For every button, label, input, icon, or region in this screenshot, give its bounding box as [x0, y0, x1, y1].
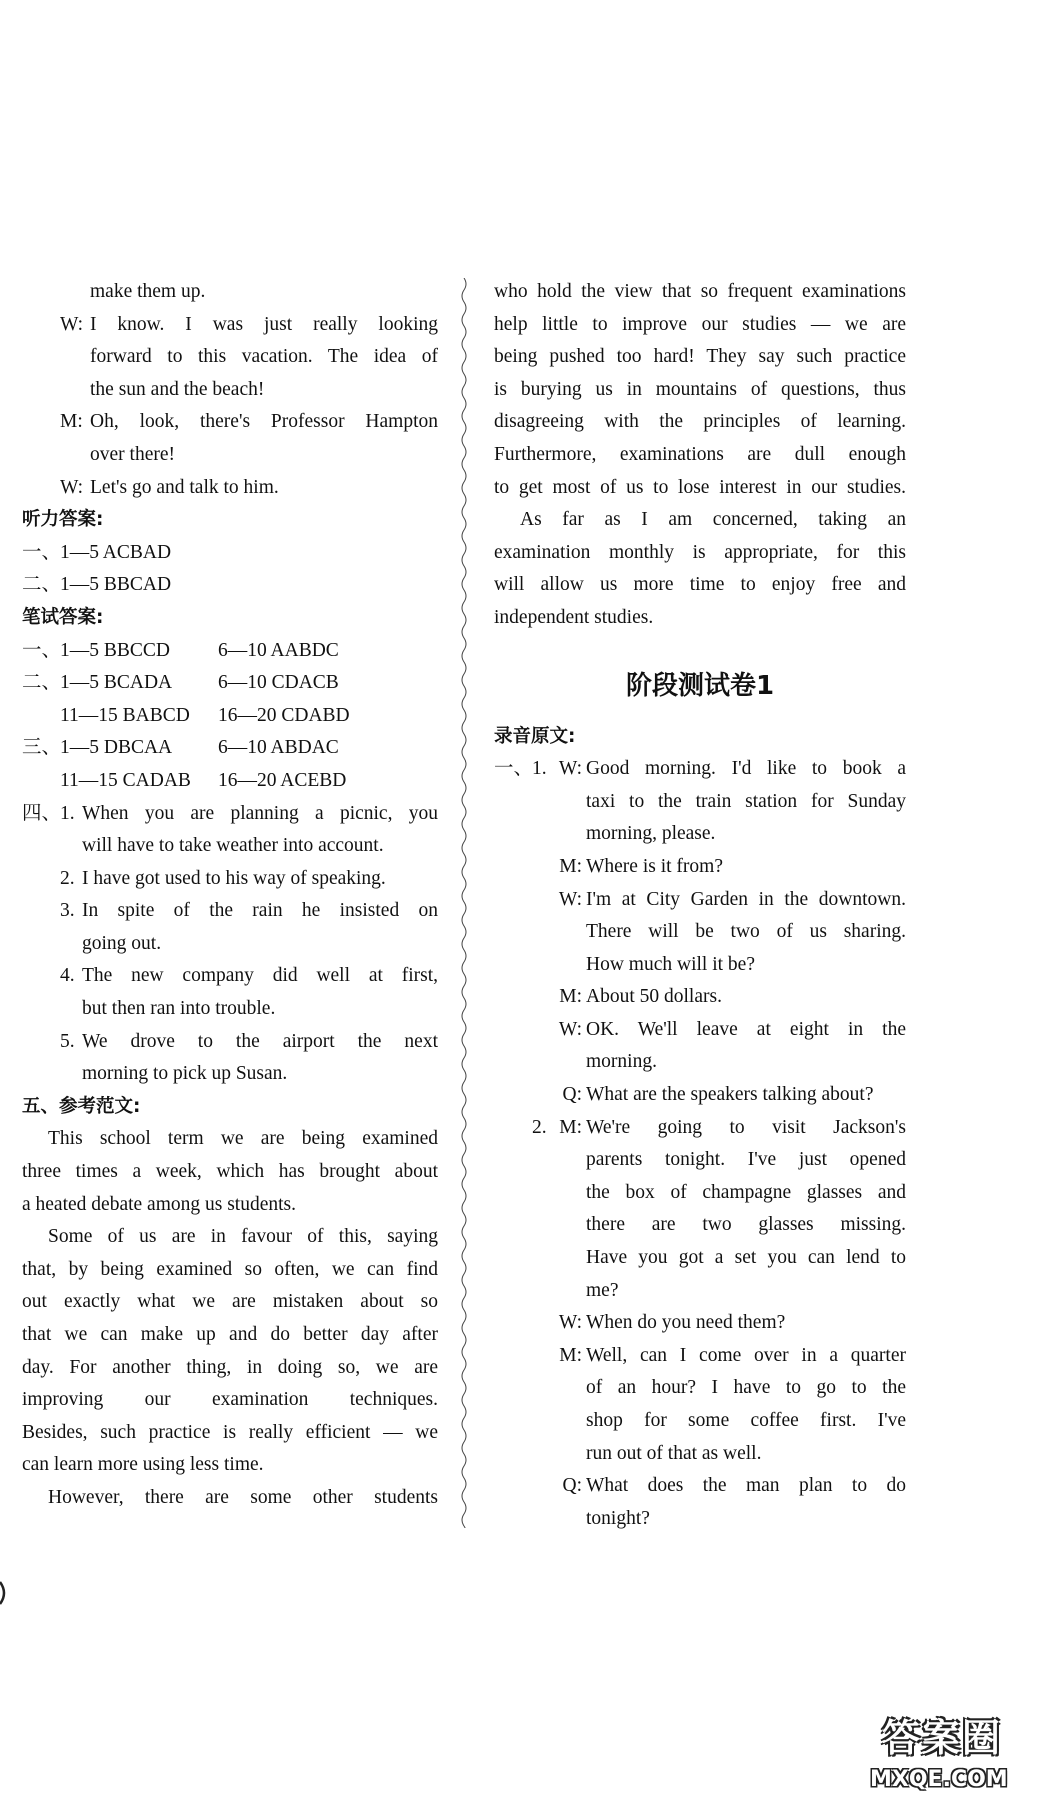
- line-text: over there!: [90, 443, 175, 465]
- transcript-text: me?: [586, 1279, 619, 1301]
- translation-text: When you are planning a picnic, you: [82, 802, 438, 824]
- section-number: [494, 1209, 532, 1242]
- transcript-text: How much will it be?: [586, 953, 755, 975]
- translation-line: [22, 928, 438, 961]
- transcript-text: shop for some coffee first. I've: [586, 1410, 906, 1431]
- item-number: [532, 1372, 552, 1405]
- translation-line: [22, 895, 438, 928]
- transcript-text: taxi to the train station for Sunday: [586, 790, 906, 812]
- transcript-text: OK. We'll leave at eight in the: [586, 1018, 906, 1040]
- speaker-label: [60, 439, 90, 472]
- essay-line: to get most of us to lose interest in our studies.: [494, 476, 906, 498]
- transcript-line: [494, 851, 906, 884]
- item-number: [532, 1275, 552, 1308]
- section-number: [494, 981, 532, 1014]
- transcript-line: [494, 753, 906, 786]
- speaker-label: W:: [558, 1018, 582, 1040]
- column-divider: [459, 278, 469, 1528]
- translation-text: The new company did well at first,: [82, 965, 438, 987]
- item-number: [532, 1503, 552, 1536]
- transcript-line: [494, 1177, 906, 1210]
- section-number: [22, 830, 60, 863]
- section-number: [494, 1340, 532, 1373]
- section-number: [494, 851, 532, 884]
- section-number: [22, 960, 60, 993]
- line-text: I know. I was just really looking: [90, 313, 438, 335]
- speaker-label: W:: [558, 758, 582, 780]
- speaker-label: [552, 818, 586, 851]
- section-number: [22, 1026, 60, 1059]
- transcript-text: parents tonight. I've just opened: [586, 1149, 906, 1171]
- item-number: [532, 1177, 552, 1210]
- translation-line: [22, 993, 438, 1026]
- transcript-line: [494, 1079, 906, 1112]
- item-number: [532, 884, 552, 917]
- answer-row: [22, 700, 438, 733]
- item-number: [532, 1307, 552, 1340]
- essay-line: who hold the view that so frequent examinations: [494, 281, 906, 302]
- transcript-line: [494, 1242, 906, 1275]
- transcript-text: morning, please.: [586, 823, 716, 845]
- speaker-label: W:: [558, 888, 582, 910]
- translation-text: morning to pick up Susan.: [82, 1063, 288, 1085]
- speaker-label: [60, 374, 90, 407]
- answer-number: 二、: [22, 574, 62, 596]
- transcript-text: About 50 dollars.: [586, 986, 722, 1008]
- transcript-text: Have you got a set you can lend to: [586, 1247, 906, 1269]
- transcript-line: [494, 1470, 906, 1503]
- item-number: [532, 1405, 552, 1438]
- watermark-logo: [870, 1705, 1035, 1795]
- transcript-heading: 录音原文:: [494, 725, 576, 747]
- transcript-line: [494, 981, 906, 1014]
- transcript-line: [494, 1046, 906, 1079]
- essay-line: being pushed too hard! They say such practice: [494, 346, 906, 368]
- section-number: [494, 1372, 532, 1405]
- answer-number: 一、: [22, 639, 62, 661]
- section-number: [494, 1242, 532, 1275]
- translation-line: [22, 1026, 438, 1059]
- item-number: [532, 1209, 552, 1242]
- item-number: 1.: [532, 758, 547, 780]
- written-answers-heading: 笔试答案:: [22, 606, 104, 628]
- item-number: [532, 818, 552, 851]
- speaker-label: [552, 1144, 586, 1177]
- section-number: [494, 786, 532, 819]
- transcript-line: [494, 1438, 906, 1471]
- answer-group: 6—10 CDACB: [218, 672, 339, 694]
- transcript-text: morning.: [586, 1051, 657, 1073]
- item-number: [532, 1340, 552, 1373]
- answer-row: [22, 667, 438, 700]
- answer-group: 1—5 BCADA: [60, 672, 173, 694]
- transcript-text: the box of champagne glasses and: [586, 1181, 906, 1203]
- item-number: [60, 928, 82, 961]
- section-number: [494, 1046, 532, 1079]
- item-number: [532, 1046, 552, 1079]
- section-number: [494, 818, 532, 851]
- item-number: 2.: [60, 867, 75, 889]
- answer-number: [22, 765, 60, 798]
- speaker-label: Q:: [562, 1084, 582, 1106]
- speaker-label: M:: [60, 411, 83, 433]
- watermark-title: 答案圈: [882, 1716, 1003, 1760]
- essay-line: out exactly what we are mistaken about so: [22, 1291, 438, 1313]
- answer-number: [22, 700, 60, 733]
- section-number: [494, 1144, 532, 1177]
- answer-number: 三、: [22, 737, 62, 759]
- transcript-line: [494, 1340, 906, 1373]
- item-number: [532, 786, 552, 819]
- listening-answers-heading: 听力答案:: [22, 509, 104, 531]
- translation-text: We drove to the airport the next: [82, 1030, 438, 1052]
- speaker-label: [552, 1177, 586, 1210]
- essay-line: examination monthly is appropriate, for this: [494, 541, 906, 563]
- speaker-label: [60, 341, 90, 374]
- item-number: [532, 1438, 552, 1471]
- translation-line: [22, 1058, 438, 1091]
- item-number: [60, 993, 82, 1026]
- section-number: [494, 1079, 532, 1112]
- section-number: [494, 1275, 532, 1308]
- section-number: [494, 1112, 532, 1145]
- dialogue-line: [22, 406, 438, 439]
- essay-line: Furthermore, examinations are dull enough: [494, 443, 906, 465]
- section-number: [494, 1405, 532, 1438]
- watermark-url: MXQE.COM: [870, 1767, 1008, 1792]
- essay-line: Some of us are in favour of this, saying: [48, 1226, 438, 1248]
- item-number: [532, 851, 552, 884]
- translation-text: will have to take weather into account.: [82, 835, 384, 857]
- section-number: [494, 1177, 532, 1210]
- transcript-line: [494, 884, 906, 917]
- section-number: [494, 1014, 532, 1047]
- answer-row: [22, 635, 438, 668]
- dialogue-line: [22, 472, 438, 505]
- line-text: Oh, look, there's Professor Hampton: [90, 411, 438, 433]
- transcript-line: [494, 1112, 906, 1145]
- left-column: [22, 276, 438, 1515]
- speaker-label: [552, 1372, 586, 1405]
- item-number: [532, 1242, 552, 1275]
- item-number: 1.: [60, 802, 75, 824]
- item-number: 2.: [532, 1116, 547, 1138]
- transcript-text: I'm at City Garden in the downtown.: [586, 888, 906, 910]
- section-number: [494, 1470, 532, 1503]
- answer-group: 16—20 ACEBD: [218, 769, 347, 791]
- essay-line: This school term we are being examined: [48, 1128, 438, 1150]
- speaker-label: [552, 1405, 586, 1438]
- transcript-line: [494, 1209, 906, 1242]
- essay-line: help little to improve our studies — we are: [494, 313, 906, 335]
- speaker-label: [552, 949, 586, 982]
- section-number: [494, 949, 532, 982]
- item-number: [532, 981, 552, 1014]
- section-number: [494, 1438, 532, 1471]
- item-number: [532, 1470, 552, 1503]
- transcript-line: [494, 1372, 906, 1405]
- speaker-label: [552, 1046, 586, 1079]
- item-number: 3.: [60, 900, 75, 922]
- essay-line: will allow us more time to enjoy free and: [494, 574, 906, 596]
- line-text: Let's go and talk to him.: [90, 476, 279, 498]
- section-number: [22, 863, 60, 896]
- translation-text: In spite of the rain he insisted on: [82, 900, 438, 922]
- transcript-text: of an hour? I have to go to the: [586, 1377, 906, 1399]
- item-number: [532, 916, 552, 949]
- speaker-label: M:: [559, 1116, 582, 1138]
- essay-line: disagreeing with the principles of learning.: [494, 411, 906, 433]
- answer-group: 6—10 AABDC: [218, 639, 339, 661]
- speaker-label: [552, 1438, 586, 1471]
- essay-line: a heated debate among us students.: [22, 1193, 296, 1215]
- answer-number: 一、: [22, 541, 62, 563]
- dialogue-line: [22, 439, 438, 472]
- translation-text: I have got used to his way of speaking.: [82, 867, 386, 889]
- section-number: [22, 993, 60, 1026]
- transcript-text: Good morning. I'd like to book a: [586, 758, 906, 780]
- item-number: [60, 830, 82, 863]
- essay-line: can learn more using less time.: [22, 1454, 264, 1476]
- section-number: [494, 1503, 532, 1536]
- transcript-text: Where is it from?: [586, 855, 723, 877]
- speaker-label: W:: [60, 476, 84, 498]
- transcript-text: What does the man plan to do: [586, 1475, 906, 1497]
- item-number: [532, 949, 552, 982]
- transcript-text: There will be two of us sharing.: [586, 921, 906, 943]
- item-number: [532, 1014, 552, 1047]
- answer-number: 二、: [22, 672, 62, 694]
- essay-line: However, there are some other students: [48, 1486, 438, 1508]
- speaker-label: [552, 1209, 586, 1242]
- section-number: [494, 1307, 532, 1340]
- answer-group: 6—10 ABDAC: [218, 737, 339, 759]
- transcript-line: [494, 1275, 906, 1308]
- speaker-label: W:: [60, 313, 84, 335]
- transcript-line: [494, 916, 906, 949]
- translation-text: but then ran into trouble.: [82, 998, 276, 1020]
- translation-line: [22, 798, 438, 831]
- answer-row: [22, 732, 438, 765]
- answer-group: 11—15 CADAB: [60, 769, 191, 791]
- item-number: [60, 1058, 82, 1091]
- dialogue-line: make them up.: [90, 281, 206, 302]
- item-number: 4.: [60, 965, 75, 987]
- section-number: [22, 1058, 60, 1091]
- essay-line: is burying us in mountains of questions, thus: [494, 378, 906, 400]
- essay-line: that, by being examined so often, we can find: [22, 1258, 438, 1280]
- transcript-line: [494, 786, 906, 819]
- dialogue-line: [22, 374, 438, 407]
- item-number: 5.: [60, 1030, 75, 1052]
- transcript-text: When do you need them?: [586, 1312, 786, 1334]
- answer-row: [22, 569, 438, 602]
- item-number: [532, 1144, 552, 1177]
- answer-group: 1—5 BBCCD: [60, 639, 170, 661]
- transcript-line: [494, 818, 906, 851]
- essay-line: As far as I am concerned, taking an: [520, 509, 906, 531]
- essay-line: improving our examination techniques.: [22, 1389, 438, 1411]
- answer-row: [22, 765, 438, 798]
- answer-row: [22, 537, 438, 570]
- transcript-line: [494, 1307, 906, 1340]
- speaker-label: Q:: [562, 1475, 582, 1497]
- transcript-text: tonight?: [586, 1507, 650, 1529]
- transcript-text: We're going to visit Jackson's: [586, 1116, 906, 1138]
- translation-line: [22, 830, 438, 863]
- page-edge-mark: [0, 1580, 10, 1606]
- transcript-line: [494, 949, 906, 982]
- transcript-line: [494, 1405, 906, 1438]
- speaker-label: M:: [559, 986, 582, 1008]
- translation-line: [22, 960, 438, 993]
- line-text: forward to this vacation. The idea of: [90, 346, 438, 368]
- essay-line: three times a week, which has brought about: [22, 1161, 438, 1183]
- model-essay-heading: 五、参考范文:: [22, 1095, 141, 1117]
- transcript-text: What are the speakers talking about?: [586, 1084, 874, 1106]
- essay-line: Besides, such practice is really efficient — we: [22, 1421, 438, 1443]
- essay-line: independent studies.: [494, 606, 654, 628]
- transcript-line: [494, 1014, 906, 1047]
- answer-group: 1—5 ACBAD: [60, 541, 172, 563]
- speaker-label: [552, 1275, 586, 1308]
- transcript-line: [494, 1144, 906, 1177]
- answer-group: 16—20 CDABD: [218, 704, 350, 726]
- answer-group: 11—15 BABCD: [60, 704, 190, 726]
- transcript-text: there are two glasses missing.: [586, 1214, 906, 1236]
- dialogue-line: [22, 341, 438, 374]
- right-column: [494, 276, 906, 1535]
- speaker-label: [552, 916, 586, 949]
- transcript-text: Well, can I come over in a quarter: [586, 1344, 906, 1366]
- translation-text: going out.: [82, 932, 162, 954]
- transcript-text: run out of that as well.: [586, 1442, 762, 1464]
- item-number: [532, 1079, 552, 1112]
- section-number: [494, 916, 532, 949]
- section-number: 四、: [22, 802, 62, 824]
- speaker-label: [552, 1242, 586, 1275]
- speaker-label: M:: [559, 855, 582, 877]
- translation-line: [22, 863, 438, 896]
- section-number: [494, 884, 532, 917]
- essay-line: day. For another thing, in doing so, we are: [22, 1356, 438, 1378]
- line-text: the sun and the beach!: [90, 378, 265, 400]
- section-number: [22, 928, 60, 961]
- essay-line: that we can make up and do better day after: [22, 1324, 438, 1345]
- speaker-label: [552, 1503, 586, 1536]
- section-title: 阶段测试卷1: [625, 670, 775, 701]
- section-number: 一、: [494, 758, 534, 780]
- answer-group: 1—5 DBCAA: [60, 737, 173, 759]
- speaker-label: M:: [559, 1344, 582, 1366]
- speaker-label: [552, 786, 586, 819]
- section-number: [22, 895, 60, 928]
- dialogue-line: [22, 309, 438, 342]
- transcript-line: [494, 1503, 906, 1536]
- answer-group: 1—5 BBCAD: [60, 574, 172, 596]
- speaker-label: W:: [558, 1312, 582, 1334]
